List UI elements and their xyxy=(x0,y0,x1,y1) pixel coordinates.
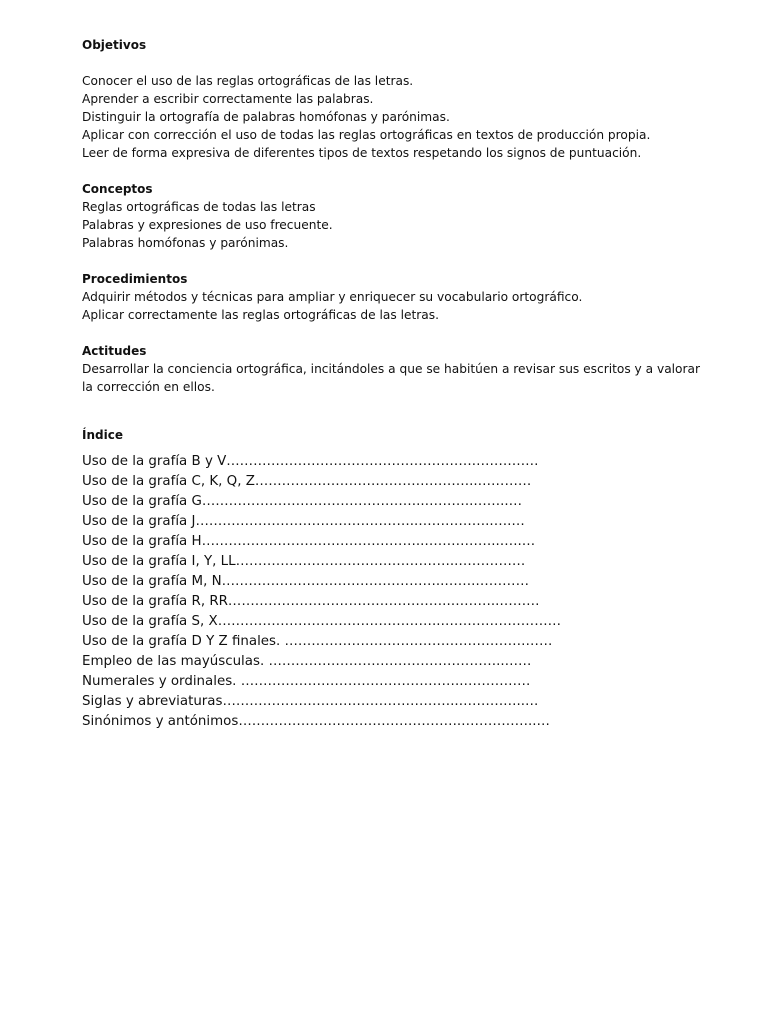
toc-entry: Uso de la grafía B y V……………………………………………….…………… xyxy=(82,454,539,469)
toc-entry: Uso de la grafía D Y Z finales. …………………………………………………… xyxy=(82,634,553,649)
objetivo-line: Leer de forma expresiva de diferentes tipos de textos respetando los signos de puntuación. xyxy=(82,146,642,160)
toc-entry: Empleo de las mayúsculas. ……………………………………………..…… xyxy=(82,654,532,669)
toc-entry: Siglas y abreviaturas……………………………………………..……….…..… xyxy=(82,694,539,709)
heading-objetivos: Objetivos xyxy=(82,38,147,52)
heading-procedimientos: Procedimientos xyxy=(82,272,188,286)
procedimiento-line: Adquirir métodos y técnicas para ampliar y enriquecer su vocabulario ortográfico. xyxy=(82,290,583,304)
toc-entry: Uso de la grafía H…………………………………………..……………..…..… xyxy=(82,534,536,549)
concepto-line: Palabras homófonas y parónimas. xyxy=(82,236,289,250)
objetivo-line: Conocer el uso de las reglas ortográficas de las letras. xyxy=(82,74,414,88)
toc-entry: Uso de la grafía S, X…………………………………………..……………………… xyxy=(82,614,561,629)
section-actitudes xyxy=(82,342,712,396)
toc-entry: Uso de la grafía I, Y, LL…………………………………………..…………… xyxy=(82,554,526,569)
toc-entry: Uso de la grafía J…………………………………………..……………..….… xyxy=(82,514,525,529)
objetivo-line: Distinguir la ortografía de palabras homófonas y parónimas. xyxy=(82,110,450,124)
toc-list xyxy=(82,452,712,732)
concepto-line: Palabras y expresiones de uso frecuente. xyxy=(82,218,333,232)
toc-entry: Uso de la grafía G…………………………………………..………..……..… xyxy=(82,494,523,509)
objetivo-line: Aplicar con corrección el uso de todas las reglas ortográficas en textos de producción propia. xyxy=(82,128,651,142)
toc-entry: Numerales y ordinales. …………………………………………..…………… xyxy=(82,674,531,689)
section-objetivos xyxy=(82,36,712,162)
procedimiento-line: Aplicar correctamente las reglas ortográficas de las letras. xyxy=(82,308,439,322)
toc-entry: Uso de la grafía C, K, Q, Z…………………………………………..………… xyxy=(82,474,532,489)
section-conceptos xyxy=(82,180,712,252)
objetivo-line: Aprender a escribir correctamente las palabras. xyxy=(82,92,374,106)
toc-entry: Sinónimos y antónimos…………………………………………..……………..… xyxy=(82,714,550,729)
toc-entry: Uso de la grafía R, RR…………………………………………..………..……… xyxy=(82,594,540,609)
document-body xyxy=(82,36,712,732)
heading-conceptos: Conceptos xyxy=(82,182,153,196)
section-indice xyxy=(82,426,712,732)
toc-entry: Uso de la grafía M, N…………………………………………..…….………… xyxy=(82,574,529,589)
concepto-line: Reglas ortográficas de todas las letras xyxy=(82,200,316,214)
heading-indice: Índice xyxy=(82,428,123,442)
section-procedimientos xyxy=(82,270,712,324)
actitudes-paragraph: Desarrollar la conciencia ortográfica, incitándoles a que se habitúen a revisar sus escritos y a valorar la corrección en ellos. xyxy=(82,362,700,394)
heading-actitudes: Actitudes xyxy=(82,344,147,358)
